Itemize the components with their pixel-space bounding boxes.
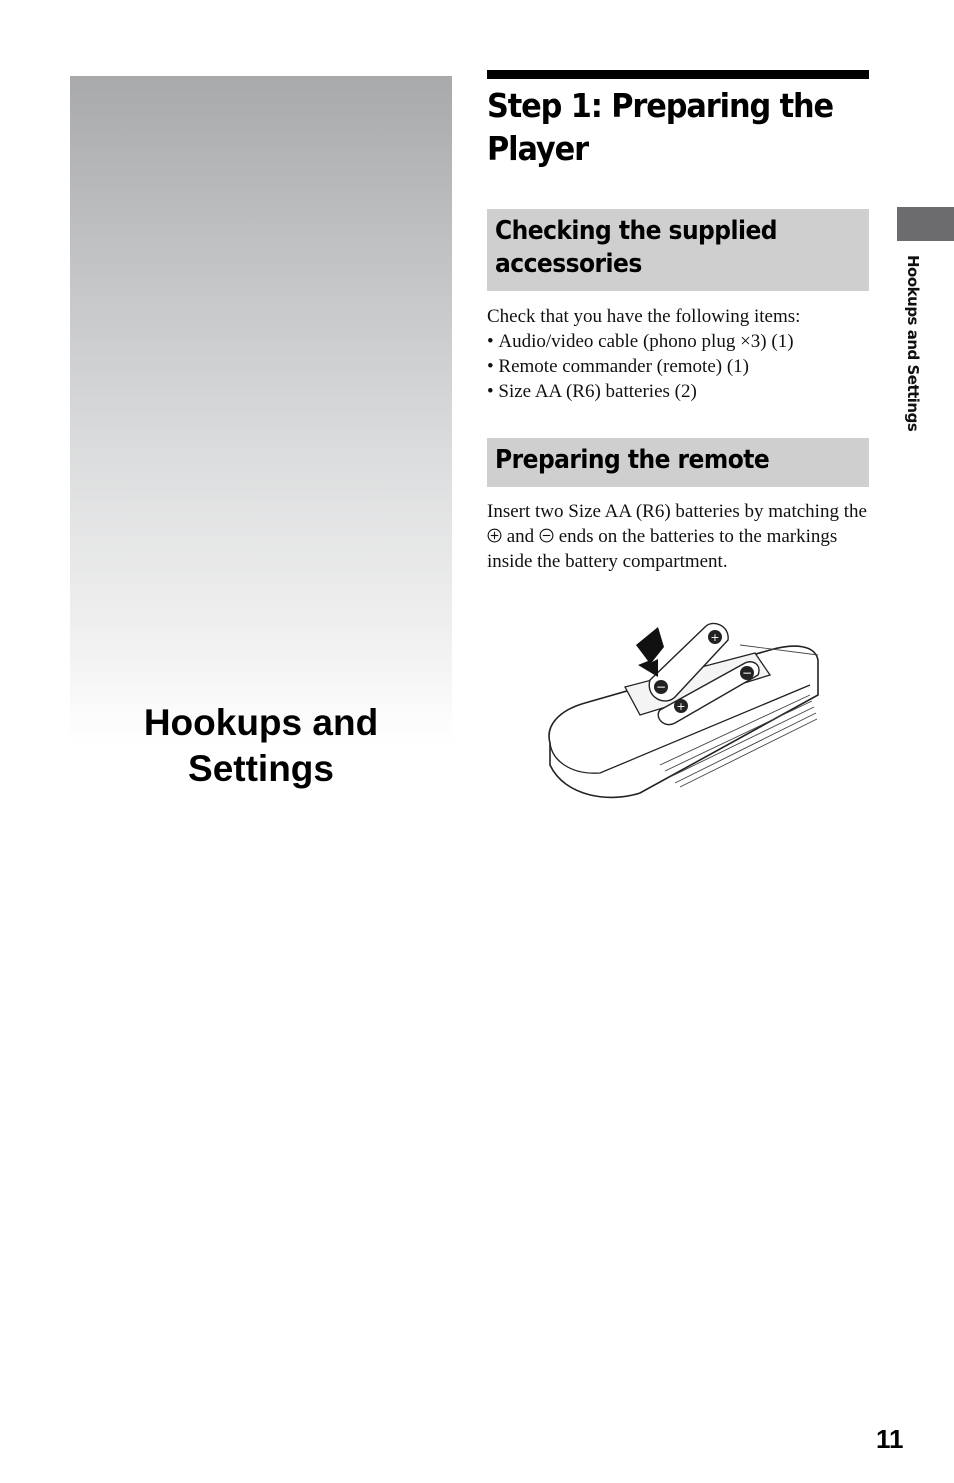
remote-instructions (487, 499, 869, 574)
chapter-side-label: Hookups and Settings (904, 255, 922, 432)
battery-insertion-illustration (540, 615, 820, 805)
remote-text-part3: ends on the batteries to the markings inside the battery compartment. (487, 526, 838, 572)
minus-in-circle-icon (539, 528, 554, 543)
list-item: • Remote commander (remote) (1) (487, 354, 869, 379)
svg-text:−: − (741, 666, 753, 680)
accessories-heading-text: Checking the supplied accessories (495, 216, 777, 279)
chapter-banner (70, 76, 452, 744)
page-number: 11 (876, 1424, 904, 1454)
accessories-intro: Check that you have the following items: (487, 306, 801, 327)
accessories-heading (487, 209, 869, 291)
section-rule (487, 70, 869, 79)
chapter-title: Hookups and Settings (143, 702, 379, 789)
svg-text:+: + (710, 631, 720, 644)
list-item: • Audio/video cable (phono plug ×3) (1) (487, 329, 869, 354)
remote-text-part1: Insert two Size AA (R6) batteries by matching the (487, 501, 867, 522)
remote-text-part2: and (506, 526, 535, 547)
insert-arrow-icon (636, 627, 664, 677)
chapter-tab-marker (897, 207, 954, 241)
svg-text:−: − (655, 680, 667, 694)
page-title: Step 1: Preparing the Player (487, 86, 833, 168)
remote-heading (487, 438, 869, 487)
plus-in-circle-icon (487, 528, 502, 543)
list-item: • Size AA (R6) batteries (2) (487, 379, 869, 404)
accessories-list (487, 329, 869, 404)
remote-heading-text: Preparing the remote (495, 445, 770, 475)
svg-text:+: + (676, 700, 686, 713)
